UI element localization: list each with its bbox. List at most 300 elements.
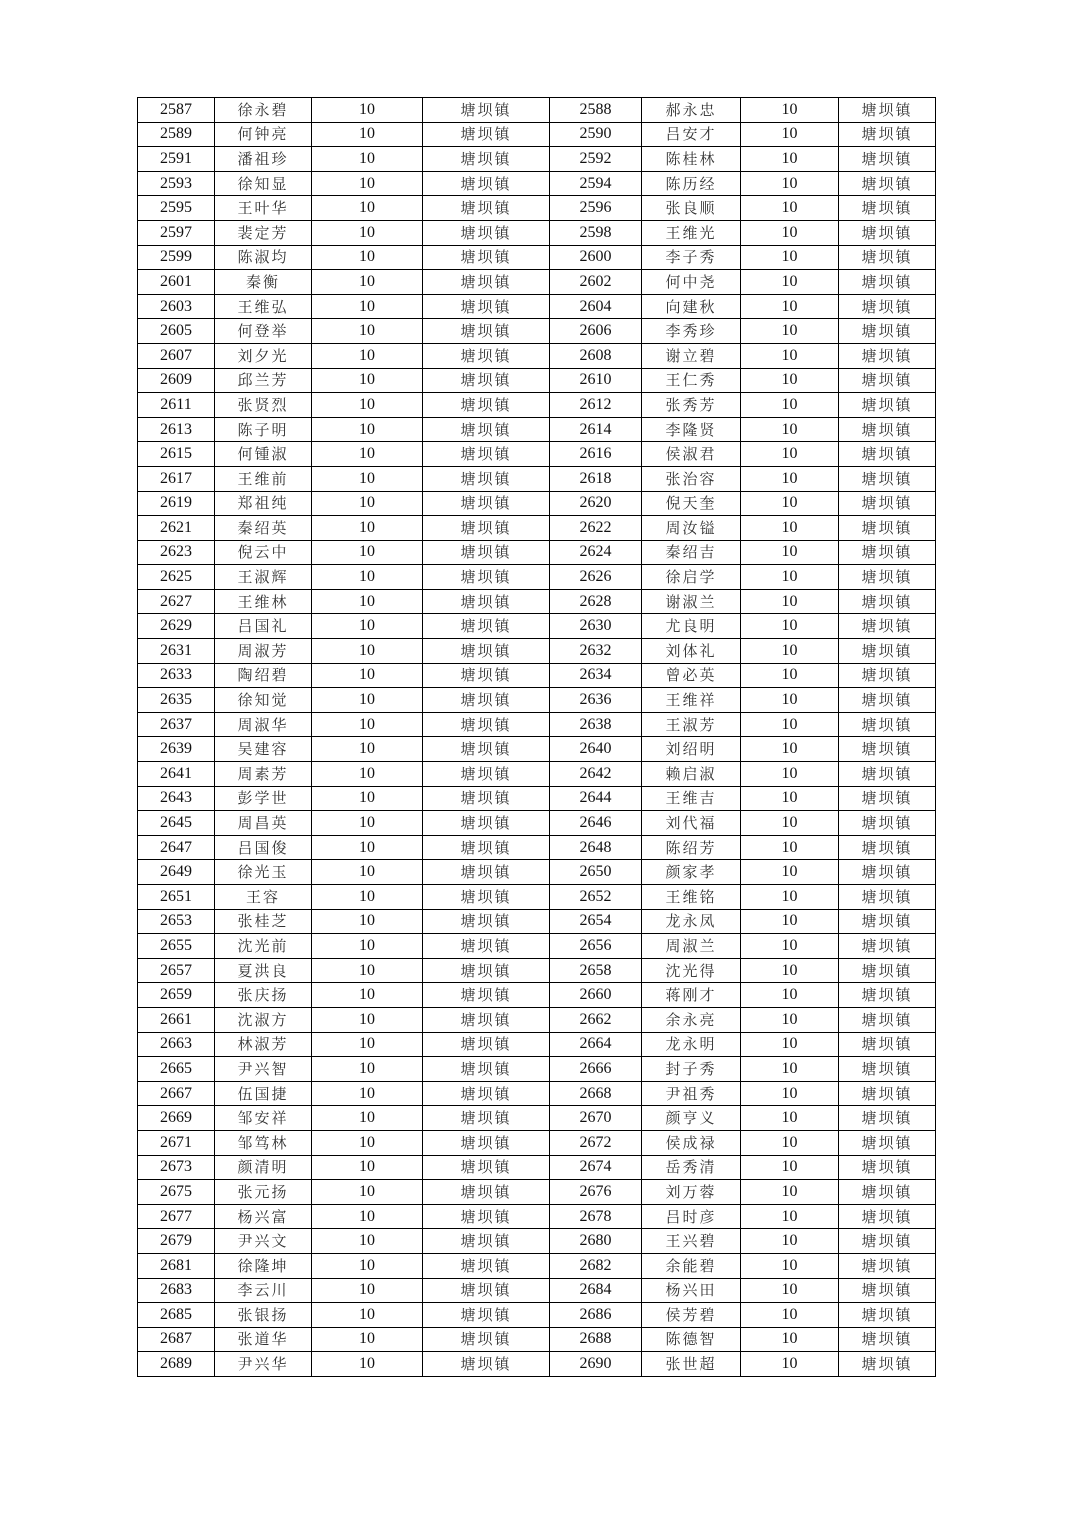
amount-cell: 10 [741, 1352, 839, 1377]
town-cell: 塘坝镇 [423, 835, 550, 860]
serial-number-cell: 2625 [138, 565, 215, 590]
town-cell: 塘坝镇 [839, 1155, 936, 1180]
person-name-cell: 秦绍英 [215, 516, 312, 541]
table-row [138, 466, 936, 491]
table-row [138, 589, 936, 614]
town-cell: 塘坝镇 [423, 737, 550, 762]
person-name-cell: 何锺淑 [215, 442, 312, 467]
person-name-cell: 吕时彦 [642, 1204, 741, 1229]
amount-cell: 10 [741, 565, 839, 590]
amount-cell: 10 [312, 589, 423, 614]
amount-cell: 10 [312, 1253, 423, 1278]
amount-cell: 10 [312, 1352, 423, 1377]
person-name-cell: 李秀珍 [642, 319, 741, 344]
serial-number-cell: 2687 [138, 1327, 215, 1352]
table-row [138, 983, 936, 1008]
serial-number-cell: 2633 [138, 663, 215, 688]
amount-cell: 10 [312, 1278, 423, 1303]
table-row [138, 663, 936, 688]
person-name-cell: 王维前 [215, 466, 312, 491]
serial-number-cell: 2663 [138, 1032, 215, 1057]
town-cell: 塘坝镇 [839, 417, 936, 442]
table-row [138, 540, 936, 565]
serial-number-cell: 2679 [138, 1229, 215, 1254]
town-cell: 塘坝镇 [423, 1229, 550, 1254]
person-name-cell: 岳秀清 [642, 1155, 741, 1180]
serial-number-cell: 2672 [550, 1130, 642, 1155]
town-cell: 塘坝镇 [423, 983, 550, 1008]
serial-number-cell: 2678 [550, 1204, 642, 1229]
amount-cell: 10 [312, 491, 423, 516]
person-name-cell: 倪云中 [215, 540, 312, 565]
amount-cell: 10 [312, 1303, 423, 1328]
person-name-cell: 郝永忠 [642, 98, 741, 123]
town-cell: 塘坝镇 [839, 983, 936, 1008]
town-cell: 塘坝镇 [423, 417, 550, 442]
serial-number-cell: 2587 [138, 98, 215, 123]
serial-number-cell: 2671 [138, 1130, 215, 1155]
town-cell: 塘坝镇 [839, 1032, 936, 1057]
serial-number-cell: 2608 [550, 343, 642, 368]
person-name-cell: 侯成禄 [642, 1130, 741, 1155]
person-name-cell: 王容 [215, 885, 312, 910]
serial-number-cell: 2606 [550, 319, 642, 344]
serial-number-cell: 2598 [550, 220, 642, 245]
amount-cell: 10 [741, 1278, 839, 1303]
town-cell: 塘坝镇 [423, 1007, 550, 1032]
serial-number-cell: 2623 [138, 540, 215, 565]
serial-number-cell: 2668 [550, 1081, 642, 1106]
serial-number-cell: 2617 [138, 466, 215, 491]
town-cell: 塘坝镇 [839, 934, 936, 959]
serial-number-cell: 2683 [138, 1278, 215, 1303]
table-row [138, 294, 936, 319]
amount-cell: 10 [312, 614, 423, 639]
serial-number-cell: 2665 [138, 1057, 215, 1082]
serial-number-cell: 2624 [550, 540, 642, 565]
person-name-cell: 伍国捷 [215, 1081, 312, 1106]
table-row [138, 614, 936, 639]
person-name-cell: 沈淑方 [215, 1007, 312, 1032]
town-cell: 塘坝镇 [839, 442, 936, 467]
town-cell: 塘坝镇 [839, 565, 936, 590]
serial-number-cell: 2619 [138, 491, 215, 516]
town-cell: 塘坝镇 [839, 1327, 936, 1352]
serial-number-cell: 2607 [138, 343, 215, 368]
table-row [138, 393, 936, 418]
table-row [138, 491, 936, 516]
person-name-cell: 何钟亮 [215, 122, 312, 147]
amount-cell: 10 [741, 934, 839, 959]
amount-cell: 10 [312, 811, 423, 836]
town-cell: 塘坝镇 [423, 343, 550, 368]
table-row [138, 98, 936, 123]
table-row [138, 343, 936, 368]
town-cell: 塘坝镇 [839, 1303, 936, 1328]
amount-cell: 10 [312, 393, 423, 418]
town-cell: 塘坝镇 [423, 1352, 550, 1377]
amount-cell: 10 [312, 417, 423, 442]
town-cell: 塘坝镇 [423, 639, 550, 664]
town-cell: 塘坝镇 [423, 319, 550, 344]
person-name-cell: 张世超 [642, 1352, 741, 1377]
town-cell: 塘坝镇 [423, 688, 550, 713]
town-cell: 塘坝镇 [839, 319, 936, 344]
town-cell: 塘坝镇 [423, 1032, 550, 1057]
amount-cell: 10 [312, 442, 423, 467]
person-name-cell: 王仁秀 [642, 368, 741, 393]
town-cell: 塘坝镇 [423, 1130, 550, 1155]
person-name-cell: 秦绍吉 [642, 540, 741, 565]
person-name-cell: 李子秀 [642, 245, 741, 270]
serial-number-cell: 2634 [550, 663, 642, 688]
person-name-cell: 邹安祥 [215, 1106, 312, 1131]
town-cell: 塘坝镇 [423, 1253, 550, 1278]
person-name-cell: 刘夕光 [215, 343, 312, 368]
table-row [138, 1229, 936, 1254]
town-cell: 塘坝镇 [839, 220, 936, 245]
person-name-cell: 王维光 [642, 220, 741, 245]
serial-number-cell: 2652 [550, 885, 642, 910]
person-name-cell: 吕国俊 [215, 835, 312, 860]
table-row [138, 1057, 936, 1082]
amount-cell: 10 [312, 712, 423, 737]
table-row [138, 1032, 936, 1057]
amount-cell: 10 [312, 1057, 423, 1082]
amount-cell: 10 [312, 1106, 423, 1131]
amount-cell: 10 [741, 1032, 839, 1057]
amount-cell: 10 [741, 343, 839, 368]
serial-number-cell: 2620 [550, 491, 642, 516]
serial-number-cell: 2656 [550, 934, 642, 959]
amount-cell: 10 [312, 860, 423, 885]
serial-number-cell: 2660 [550, 983, 642, 1008]
town-cell: 塘坝镇 [839, 786, 936, 811]
amount-cell: 10 [741, 1229, 839, 1254]
person-name-cell: 刘万蓉 [642, 1180, 741, 1205]
serial-number-cell: 2647 [138, 835, 215, 860]
person-name-cell: 徐知觉 [215, 688, 312, 713]
serial-number-cell: 2636 [550, 688, 642, 713]
serial-number-cell: 2667 [138, 1081, 215, 1106]
serial-number-cell: 2686 [550, 1303, 642, 1328]
person-name-cell: 王维祥 [642, 688, 741, 713]
serial-number-cell: 2611 [138, 393, 215, 418]
amount-cell: 10 [312, 983, 423, 1008]
serial-number-cell: 2605 [138, 319, 215, 344]
amount-cell: 10 [741, 835, 839, 860]
town-cell: 塘坝镇 [423, 1081, 550, 1106]
person-name-cell: 徐启学 [642, 565, 741, 590]
serial-number-cell: 2632 [550, 639, 642, 664]
town-cell: 塘坝镇 [423, 368, 550, 393]
town-cell: 塘坝镇 [839, 343, 936, 368]
table-row [138, 122, 936, 147]
person-name-cell: 徐光玉 [215, 860, 312, 885]
amount-cell: 10 [312, 688, 423, 713]
amount-cell: 10 [741, 319, 839, 344]
table-row [138, 245, 936, 270]
town-cell: 塘坝镇 [423, 762, 550, 787]
table-row [138, 762, 936, 787]
serial-number-cell: 2670 [550, 1106, 642, 1131]
amount-cell: 10 [312, 147, 423, 172]
town-cell: 塘坝镇 [423, 540, 550, 565]
person-name-cell: 邱兰芳 [215, 368, 312, 393]
serial-number-cell: 2621 [138, 516, 215, 541]
amount-cell: 10 [741, 639, 839, 664]
person-name-cell: 王维铭 [642, 885, 741, 910]
amount-cell: 10 [312, 934, 423, 959]
person-name-cell: 赖启淑 [642, 762, 741, 787]
amount-cell: 10 [741, 1253, 839, 1278]
person-name-cell: 陈德智 [642, 1327, 741, 1352]
amount-cell: 10 [741, 762, 839, 787]
serial-number-cell: 2591 [138, 147, 215, 172]
town-cell: 塘坝镇 [423, 712, 550, 737]
person-name-cell: 尹兴智 [215, 1057, 312, 1082]
serial-number-cell: 2673 [138, 1155, 215, 1180]
amount-cell: 10 [312, 1155, 423, 1180]
person-name-cell: 张银扬 [215, 1303, 312, 1328]
amount-cell: 10 [312, 245, 423, 270]
person-name-cell: 裴定芳 [215, 220, 312, 245]
serial-number-cell: 2641 [138, 762, 215, 787]
table-body [138, 98, 936, 1377]
town-cell: 塘坝镇 [839, 1278, 936, 1303]
person-name-cell: 陈桂林 [642, 147, 741, 172]
person-name-cell: 杨兴富 [215, 1204, 312, 1229]
serial-number-cell: 2651 [138, 885, 215, 910]
amount-cell: 10 [741, 589, 839, 614]
town-cell: 塘坝镇 [839, 885, 936, 910]
amount-cell: 10 [741, 1180, 839, 1205]
amount-cell: 10 [312, 762, 423, 787]
amount-cell: 10 [312, 319, 423, 344]
serial-number-cell: 2640 [550, 737, 642, 762]
serial-number-cell: 2688 [550, 1327, 642, 1352]
town-cell: 塘坝镇 [423, 98, 550, 123]
town-cell: 塘坝镇 [423, 565, 550, 590]
person-name-cell: 尹祖秀 [642, 1081, 741, 1106]
person-name-cell: 陈子明 [215, 417, 312, 442]
person-name-cell: 何中尧 [642, 270, 741, 295]
amount-cell: 10 [312, 565, 423, 590]
amount-cell: 10 [741, 811, 839, 836]
serial-number-cell: 2689 [138, 1352, 215, 1377]
person-name-cell: 李云川 [215, 1278, 312, 1303]
person-name-cell: 陈淑均 [215, 245, 312, 270]
person-name-cell: 周素芳 [215, 762, 312, 787]
town-cell: 塘坝镇 [839, 516, 936, 541]
table-row [138, 1007, 936, 1032]
table-row [138, 516, 936, 541]
person-name-cell: 夏洪良 [215, 958, 312, 983]
town-cell: 塘坝镇 [423, 171, 550, 196]
amount-cell: 10 [312, 98, 423, 123]
serial-number-cell: 2589 [138, 122, 215, 147]
serial-number-cell: 2612 [550, 393, 642, 418]
amount-cell: 10 [741, 491, 839, 516]
table-row [138, 786, 936, 811]
amount-cell: 10 [312, 909, 423, 934]
town-cell: 塘坝镇 [423, 1106, 550, 1131]
town-cell: 塘坝镇 [423, 147, 550, 172]
person-name-cell: 张治容 [642, 466, 741, 491]
amount-cell: 10 [312, 368, 423, 393]
person-name-cell: 周汝镒 [642, 516, 741, 541]
town-cell: 塘坝镇 [839, 1007, 936, 1032]
table-row [138, 737, 936, 762]
table-row [138, 1180, 936, 1205]
table-row [138, 1253, 936, 1278]
amount-cell: 10 [741, 1204, 839, 1229]
person-name-cell: 龙永明 [642, 1032, 741, 1057]
amount-cell: 10 [741, 786, 839, 811]
person-name-cell: 尹兴文 [215, 1229, 312, 1254]
town-cell: 塘坝镇 [423, 589, 550, 614]
person-name-cell: 刘绍明 [642, 737, 741, 762]
serial-number-cell: 2657 [138, 958, 215, 983]
town-cell: 塘坝镇 [839, 1081, 936, 1106]
person-name-cell: 张良顺 [642, 196, 741, 221]
serial-number-cell: 2639 [138, 737, 215, 762]
amount-cell: 10 [741, 1130, 839, 1155]
amount-cell: 10 [741, 1155, 839, 1180]
person-name-cell: 张贤烈 [215, 393, 312, 418]
town-cell: 塘坝镇 [423, 220, 550, 245]
amount-cell: 10 [741, 147, 839, 172]
serial-number-cell: 2653 [138, 909, 215, 934]
amount-cell: 10 [312, 1007, 423, 1032]
amount-cell: 10 [312, 786, 423, 811]
amount-cell: 10 [741, 442, 839, 467]
town-cell: 塘坝镇 [839, 1352, 936, 1377]
person-name-cell: 余永亮 [642, 1007, 741, 1032]
person-name-cell: 王维林 [215, 589, 312, 614]
person-name-cell: 张桂芝 [215, 909, 312, 934]
serial-number-cell: 2629 [138, 614, 215, 639]
serial-number-cell: 2602 [550, 270, 642, 295]
person-name-cell: 余能碧 [642, 1253, 741, 1278]
serial-number-cell: 2616 [550, 442, 642, 467]
table-row [138, 1130, 936, 1155]
person-name-cell: 潘祖珍 [215, 147, 312, 172]
amount-cell: 10 [741, 1007, 839, 1032]
table-row [138, 909, 936, 934]
serial-number-cell: 2643 [138, 786, 215, 811]
town-cell: 塘坝镇 [423, 1057, 550, 1082]
town-cell: 塘坝镇 [839, 540, 936, 565]
amount-cell: 10 [312, 516, 423, 541]
town-cell: 塘坝镇 [423, 934, 550, 959]
amount-cell: 10 [312, 466, 423, 491]
person-name-cell: 周淑兰 [642, 934, 741, 959]
serial-number-cell: 2615 [138, 442, 215, 467]
amount-cell: 10 [741, 1106, 839, 1131]
town-cell: 塘坝镇 [423, 294, 550, 319]
person-name-cell: 张庆扬 [215, 983, 312, 1008]
amount-cell: 10 [312, 171, 423, 196]
amount-cell: 10 [741, 860, 839, 885]
table-row [138, 196, 936, 221]
table-row [138, 220, 936, 245]
serial-number-cell: 2626 [550, 565, 642, 590]
amount-cell: 10 [741, 98, 839, 123]
town-cell: 塘坝镇 [839, 762, 936, 787]
town-cell: 塘坝镇 [839, 1253, 936, 1278]
town-cell: 塘坝镇 [839, 1106, 936, 1131]
town-cell: 塘坝镇 [839, 98, 936, 123]
serial-number-cell: 2654 [550, 909, 642, 934]
serial-number-cell: 2648 [550, 835, 642, 860]
amount-cell: 10 [312, 343, 423, 368]
town-cell: 塘坝镇 [839, 663, 936, 688]
table-row [138, 442, 936, 467]
person-name-cell: 林淑芳 [215, 1032, 312, 1057]
amount-cell: 10 [312, 885, 423, 910]
serial-number-cell: 2669 [138, 1106, 215, 1131]
serial-number-cell: 2609 [138, 368, 215, 393]
serial-number-cell: 2631 [138, 639, 215, 664]
person-name-cell: 谢淑兰 [642, 589, 741, 614]
table-row [138, 1106, 936, 1131]
person-name-cell: 刘代福 [642, 811, 741, 836]
serial-number-cell: 2595 [138, 196, 215, 221]
amount-cell: 10 [312, 737, 423, 762]
amount-cell: 10 [741, 393, 839, 418]
serial-number-cell: 2644 [550, 786, 642, 811]
person-name-cell: 邹笃林 [215, 1130, 312, 1155]
town-cell: 塘坝镇 [423, 663, 550, 688]
amount-cell: 10 [741, 663, 839, 688]
amount-cell: 10 [312, 196, 423, 221]
serial-number-cell: 2610 [550, 368, 642, 393]
town-cell: 塘坝镇 [839, 196, 936, 221]
person-name-cell: 李隆贤 [642, 417, 741, 442]
town-cell: 塘坝镇 [839, 909, 936, 934]
town-cell: 塘坝镇 [423, 958, 550, 983]
person-name-cell: 徐知显 [215, 171, 312, 196]
amount-cell: 10 [741, 688, 839, 713]
table-row [138, 565, 936, 590]
table-row [138, 1155, 936, 1180]
town-cell: 塘坝镇 [839, 688, 936, 713]
serial-number-cell: 2664 [550, 1032, 642, 1057]
serial-number-cell: 2638 [550, 712, 642, 737]
serial-number-cell: 2588 [550, 98, 642, 123]
person-name-cell: 沈光得 [642, 958, 741, 983]
amount-cell: 10 [312, 1204, 423, 1229]
town-cell: 塘坝镇 [423, 516, 550, 541]
serial-number-cell: 2680 [550, 1229, 642, 1254]
serial-number-cell: 2614 [550, 417, 642, 442]
serial-number-cell: 2604 [550, 294, 642, 319]
amount-cell: 10 [312, 122, 423, 147]
serial-number-cell: 2592 [550, 147, 642, 172]
town-cell: 塘坝镇 [423, 1327, 550, 1352]
town-cell: 塘坝镇 [423, 1155, 550, 1180]
town-cell: 塘坝镇 [839, 147, 936, 172]
amount-cell: 10 [312, 663, 423, 688]
town-cell: 塘坝镇 [839, 712, 936, 737]
town-cell: 塘坝镇 [839, 122, 936, 147]
town-cell: 塘坝镇 [839, 171, 936, 196]
serial-number-cell: 2690 [550, 1352, 642, 1377]
person-name-cell: 吕安才 [642, 122, 741, 147]
person-name-cell: 尤良明 [642, 614, 741, 639]
serial-number-cell: 2594 [550, 171, 642, 196]
